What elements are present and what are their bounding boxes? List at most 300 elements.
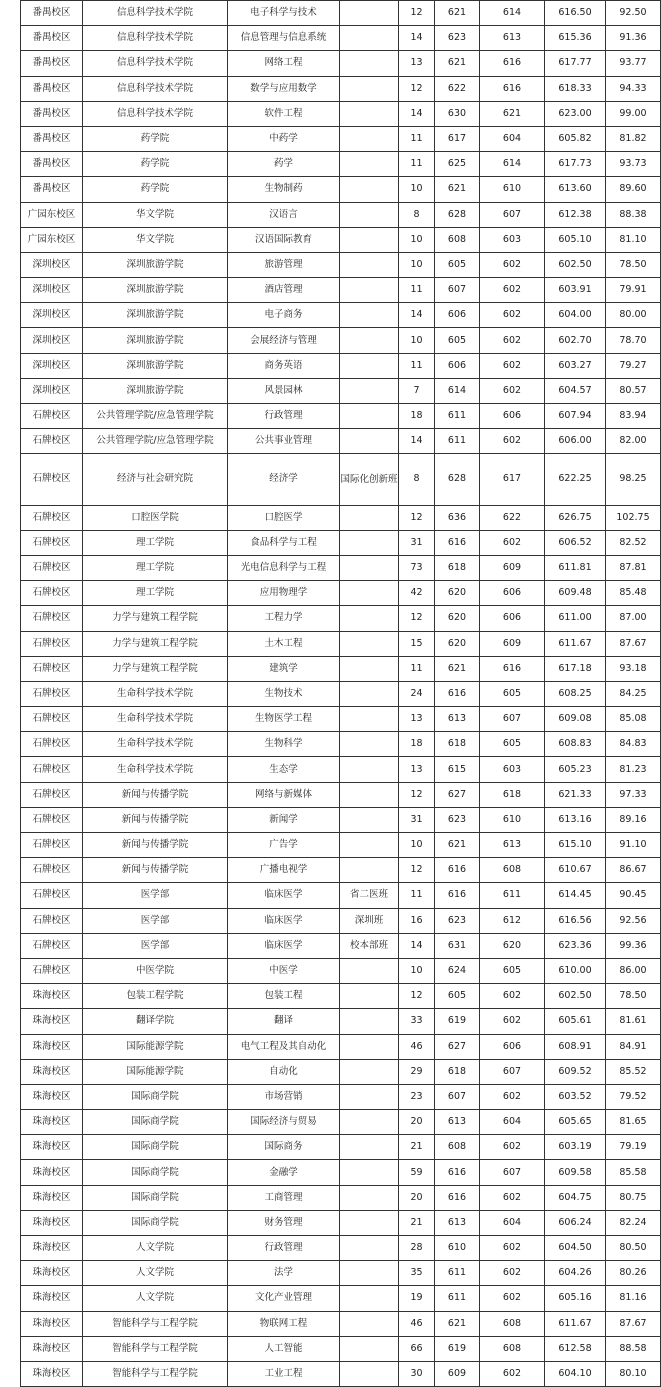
table-row <box>21 1084 661 1109</box>
table-row <box>21 757 661 782</box>
max-score-cell: 605 <box>435 252 480 277</box>
campus-cell: 深圳校区 <box>21 252 83 277</box>
score-diff-cell: 83.94 <box>606 404 661 429</box>
count-cell: 29 <box>399 1059 435 1084</box>
max-score-cell: 616 <box>435 858 480 883</box>
max-score-cell: 606 <box>435 353 480 378</box>
major-cell: 工商管理 <box>228 1185 340 1210</box>
major-cell: 文化产业管理 <box>228 1286 340 1311</box>
score-diff-cell: 92.50 <box>606 1 661 26</box>
count-cell: 35 <box>399 1261 435 1286</box>
avg-score-cell: 604.10 <box>545 1361 606 1386</box>
score-diff-cell: 80.00 <box>606 303 661 328</box>
max-score-cell: 607 <box>435 1084 480 1109</box>
max-score-cell: 611 <box>435 1286 480 1311</box>
college-cell: 理工学院 <box>83 555 228 580</box>
count-cell: 46 <box>399 1034 435 1059</box>
avg-score-cell: 617.77 <box>545 51 606 76</box>
college-cell: 新闻与传播学院 <box>83 782 228 807</box>
major-cell: 临床医学 <box>228 908 340 933</box>
count-cell: 12 <box>399 1 435 26</box>
score-diff-cell: 79.27 <box>606 353 661 378</box>
max-score-cell: 623 <box>435 807 480 832</box>
min-score-cell: 602 <box>480 1236 545 1261</box>
count-cell: 19 <box>399 1286 435 1311</box>
major-cell: 行政管理 <box>228 1236 340 1261</box>
min-score-cell: 609 <box>480 631 545 656</box>
major-cell: 财务管理 <box>228 1210 340 1235</box>
max-score-cell: 628 <box>435 454 480 505</box>
count-cell: 14 <box>399 933 435 958</box>
college-cell: 药学院 <box>83 177 228 202</box>
note-cell <box>340 1210 399 1235</box>
admission-score-table <box>20 0 661 1387</box>
note-cell <box>340 26 399 51</box>
college-cell: 新闻与传播学院 <box>83 833 228 858</box>
college-cell: 华文学院 <box>83 202 228 227</box>
note-cell <box>340 1084 399 1109</box>
avg-score-cell: 603.52 <box>545 1084 606 1109</box>
max-score-cell: 627 <box>435 782 480 807</box>
min-score-cell: 604 <box>480 1110 545 1135</box>
score-diff-cell: 85.08 <box>606 707 661 732</box>
table-row <box>21 252 661 277</box>
min-score-cell: 621 <box>480 101 545 126</box>
count-cell: 11 <box>399 353 435 378</box>
min-score-cell: 605 <box>480 681 545 706</box>
college-cell: 深圳旅游学院 <box>83 353 228 378</box>
table-row <box>21 1210 661 1235</box>
major-cell: 生物医学工程 <box>228 707 340 732</box>
note-cell <box>340 606 399 631</box>
max-score-cell: 605 <box>435 328 480 353</box>
table-row <box>21 1311 661 1336</box>
table-row <box>21 1135 661 1160</box>
campus-cell: 珠海校区 <box>21 1110 83 1135</box>
count-cell: 14 <box>399 303 435 328</box>
note-cell <box>340 1160 399 1185</box>
college-cell: 人文学院 <box>83 1286 228 1311</box>
score-diff-cell: 87.81 <box>606 555 661 580</box>
note-cell <box>340 1236 399 1261</box>
max-score-cell: 623 <box>435 26 480 51</box>
note-cell <box>340 126 399 151</box>
min-score-cell: 602 <box>480 1135 545 1160</box>
min-score-cell: 607 <box>480 707 545 732</box>
avg-score-cell: 611.67 <box>545 1311 606 1336</box>
max-score-cell: 621 <box>435 833 480 858</box>
note-cell <box>340 227 399 252</box>
min-score-cell: 605 <box>480 732 545 757</box>
min-score-cell: 610 <box>480 807 545 832</box>
score-diff-cell: 98.25 <box>606 454 661 505</box>
count-cell: 18 <box>399 404 435 429</box>
campus-cell: 珠海校区 <box>21 1034 83 1059</box>
college-cell: 力学与建筑工程学院 <box>83 606 228 631</box>
campus-cell: 珠海校区 <box>21 1311 83 1336</box>
avg-score-cell: 608.91 <box>545 1034 606 1059</box>
count-cell: 10 <box>399 328 435 353</box>
min-score-cell: 602 <box>480 378 545 403</box>
major-cell: 软件工程 <box>228 101 340 126</box>
major-cell: 人工智能 <box>228 1336 340 1361</box>
table-row <box>21 1286 661 1311</box>
campus-cell: 珠海校区 <box>21 1185 83 1210</box>
campus-cell: 石牌校区 <box>21 933 83 958</box>
score-diff-cell: 84.91 <box>606 1034 661 1059</box>
min-score-cell: 618 <box>480 782 545 807</box>
score-diff-cell: 85.58 <box>606 1160 661 1185</box>
college-cell: 力学与建筑工程学院 <box>83 631 228 656</box>
major-cell: 口腔医学 <box>228 505 340 530</box>
score-diff-cell: 82.00 <box>606 429 661 454</box>
score-diff-cell: 91.10 <box>606 833 661 858</box>
table-row <box>21 1261 661 1286</box>
campus-cell: 珠海校区 <box>21 1009 83 1034</box>
max-score-cell: 613 <box>435 1210 480 1235</box>
table-row <box>21 681 661 706</box>
max-score-cell: 619 <box>435 1336 480 1361</box>
min-score-cell: 613 <box>480 833 545 858</box>
campus-cell: 石牌校区 <box>21 883 83 908</box>
college-cell: 医学部 <box>83 933 228 958</box>
college-cell: 理工学院 <box>83 530 228 555</box>
major-cell: 土木工程 <box>228 631 340 656</box>
count-cell: 14 <box>399 429 435 454</box>
avg-score-cell: 609.52 <box>545 1059 606 1084</box>
note-cell <box>340 1135 399 1160</box>
avg-score-cell: 617.73 <box>545 152 606 177</box>
major-cell: 翻译 <box>228 1009 340 1034</box>
score-diff-cell: 102.75 <box>606 505 661 530</box>
max-score-cell: 616 <box>435 883 480 908</box>
table-row <box>21 707 661 732</box>
table-row <box>21 883 661 908</box>
table-row <box>21 1034 661 1059</box>
campus-cell: 石牌校区 <box>21 404 83 429</box>
note-cell <box>340 353 399 378</box>
table-row <box>21 1236 661 1261</box>
table-row <box>21 833 661 858</box>
min-score-cell: 611 <box>480 883 545 908</box>
score-diff-cell: 92.56 <box>606 908 661 933</box>
avg-score-cell: 618.33 <box>545 76 606 101</box>
score-diff-cell: 81.10 <box>606 227 661 252</box>
min-score-cell: 606 <box>480 606 545 631</box>
college-cell: 国际商学院 <box>83 1110 228 1135</box>
min-score-cell: 604 <box>480 1210 545 1235</box>
campus-cell: 珠海校区 <box>21 1160 83 1185</box>
note-cell <box>340 757 399 782</box>
note-cell: 深圳班 <box>340 908 399 933</box>
max-score-cell: 610 <box>435 1236 480 1261</box>
table-row <box>21 303 661 328</box>
score-diff-cell: 79.19 <box>606 1135 661 1160</box>
major-cell: 电子科学与技术 <box>228 1 340 26</box>
note-cell <box>340 1185 399 1210</box>
count-cell: 73 <box>399 555 435 580</box>
major-cell: 中药学 <box>228 126 340 151</box>
avg-score-cell: 608.83 <box>545 732 606 757</box>
max-score-cell: 615 <box>435 757 480 782</box>
min-score-cell: 602 <box>480 429 545 454</box>
major-cell: 物联网工程 <box>228 1311 340 1336</box>
campus-cell: 番禺校区 <box>21 152 83 177</box>
table-row <box>21 1059 661 1084</box>
note-cell <box>340 505 399 530</box>
score-diff-cell: 94.33 <box>606 76 661 101</box>
max-score-cell: 619 <box>435 1009 480 1034</box>
major-cell: 汉语国际教育 <box>228 227 340 252</box>
score-diff-cell: 88.58 <box>606 1336 661 1361</box>
campus-cell: 石牌校区 <box>21 707 83 732</box>
min-score-cell: 608 <box>480 1311 545 1336</box>
college-cell: 医学部 <box>83 908 228 933</box>
college-cell: 公共管理学院/应急管理学院 <box>83 404 228 429</box>
table-row <box>21 1361 661 1386</box>
min-score-cell: 602 <box>480 303 545 328</box>
table-row <box>21 227 661 252</box>
college-cell: 深圳旅游学院 <box>83 252 228 277</box>
min-score-cell: 610 <box>480 177 545 202</box>
major-cell: 自动化 <box>228 1059 340 1084</box>
min-score-cell: 606 <box>480 404 545 429</box>
note-cell: 校本部班 <box>340 933 399 958</box>
max-score-cell: 620 <box>435 631 480 656</box>
score-diff-cell: 80.57 <box>606 378 661 403</box>
score-diff-cell: 93.73 <box>606 152 661 177</box>
note-cell <box>340 958 399 983</box>
avg-score-cell: 604.26 <box>545 1261 606 1286</box>
avg-score-cell: 604.75 <box>545 1185 606 1210</box>
avg-score-cell: 609.58 <box>545 1160 606 1185</box>
major-cell: 生态学 <box>228 757 340 782</box>
table-row <box>21 126 661 151</box>
score-diff-cell: 91.36 <box>606 26 661 51</box>
note-cell <box>340 1336 399 1361</box>
avg-score-cell: 613.16 <box>545 807 606 832</box>
table-row <box>21 606 661 631</box>
campus-cell: 石牌校区 <box>21 429 83 454</box>
major-cell: 经济学 <box>228 454 340 505</box>
score-diff-cell: 87.00 <box>606 606 661 631</box>
campus-cell: 广园东校区 <box>21 202 83 227</box>
college-cell: 经济与社会研究院 <box>83 454 228 505</box>
table-row <box>21 1160 661 1185</box>
campus-cell: 珠海校区 <box>21 1059 83 1084</box>
avg-score-cell: 616.50 <box>545 1 606 26</box>
major-cell: 会展经济与管理 <box>228 328 340 353</box>
count-cell: 10 <box>399 177 435 202</box>
avg-score-cell: 604.00 <box>545 303 606 328</box>
score-diff-cell: 86.00 <box>606 958 661 983</box>
note-cell <box>340 707 399 732</box>
max-score-cell: 611 <box>435 429 480 454</box>
count-cell: 11 <box>399 278 435 303</box>
college-cell: 深圳旅游学院 <box>83 303 228 328</box>
max-score-cell: 621 <box>435 1311 480 1336</box>
note-cell <box>340 303 399 328</box>
avg-score-cell: 614.45 <box>545 883 606 908</box>
major-cell: 旅游管理 <box>228 252 340 277</box>
college-cell: 包装工程学院 <box>83 984 228 1009</box>
campus-cell: 番禺校区 <box>21 177 83 202</box>
major-cell: 药学 <box>228 152 340 177</box>
campus-cell: 石牌校区 <box>21 958 83 983</box>
count-cell: 12 <box>399 782 435 807</box>
table-row <box>21 505 661 530</box>
avg-score-cell: 605.61 <box>545 1009 606 1034</box>
avg-score-cell: 607.94 <box>545 404 606 429</box>
min-score-cell: 612 <box>480 908 545 933</box>
min-score-cell: 602 <box>480 530 545 555</box>
major-cell: 光电信息科学与工程 <box>228 555 340 580</box>
note-cell <box>340 51 399 76</box>
table-row <box>21 328 661 353</box>
min-score-cell: 602 <box>480 278 545 303</box>
count-cell: 31 <box>399 530 435 555</box>
avg-score-cell: 616.56 <box>545 908 606 933</box>
score-diff-cell: 87.67 <box>606 631 661 656</box>
campus-cell: 番禺校区 <box>21 26 83 51</box>
count-cell: 16 <box>399 908 435 933</box>
score-diff-cell: 79.91 <box>606 278 661 303</box>
table-row <box>21 908 661 933</box>
min-score-cell: 603 <box>480 757 545 782</box>
avg-score-cell: 626.75 <box>545 505 606 530</box>
max-score-cell: 623 <box>435 908 480 933</box>
major-cell: 生物科学 <box>228 732 340 757</box>
note-cell <box>340 858 399 883</box>
count-cell: 11 <box>399 126 435 151</box>
min-score-cell: 616 <box>480 656 545 681</box>
min-score-cell: 608 <box>480 1336 545 1361</box>
avg-score-cell: 613.60 <box>545 177 606 202</box>
avg-score-cell: 603.91 <box>545 278 606 303</box>
avg-score-cell: 623.36 <box>545 933 606 958</box>
note-cell <box>340 581 399 606</box>
note-cell <box>340 530 399 555</box>
score-diff-cell: 99.36 <box>606 933 661 958</box>
major-cell: 金融学 <box>228 1160 340 1185</box>
table-row <box>21 807 661 832</box>
max-score-cell: 606 <box>435 303 480 328</box>
note-cell <box>340 202 399 227</box>
campus-cell: 石牌校区 <box>21 732 83 757</box>
score-diff-cell: 84.83 <box>606 732 661 757</box>
table-row <box>21 152 661 177</box>
major-cell: 汉语言 <box>228 202 340 227</box>
min-score-cell: 602 <box>480 328 545 353</box>
campus-cell: 珠海校区 <box>21 1236 83 1261</box>
min-score-cell: 607 <box>480 1160 545 1185</box>
score-diff-cell: 90.45 <box>606 883 661 908</box>
score-diff-cell: 80.10 <box>606 1361 661 1386</box>
count-cell: 8 <box>399 454 435 505</box>
note-cell <box>340 429 399 454</box>
campus-cell: 石牌校区 <box>21 581 83 606</box>
max-score-cell: 618 <box>435 1059 480 1084</box>
college-cell: 信息科学技术学院 <box>83 1 228 26</box>
campus-cell: 石牌校区 <box>21 807 83 832</box>
college-cell: 智能科学与工程学院 <box>83 1336 228 1361</box>
max-score-cell: 620 <box>435 606 480 631</box>
table-row <box>21 51 661 76</box>
college-cell: 生命科学技术学院 <box>83 707 228 732</box>
max-score-cell: 625 <box>435 152 480 177</box>
avg-score-cell: 602.50 <box>545 984 606 1009</box>
avg-score-cell: 604.57 <box>545 378 606 403</box>
avg-score-cell: 605.82 <box>545 126 606 151</box>
count-cell: 11 <box>399 152 435 177</box>
count-cell: 59 <box>399 1160 435 1185</box>
avg-score-cell: 605.16 <box>545 1286 606 1311</box>
score-diff-cell: 80.26 <box>606 1261 661 1286</box>
min-score-cell: 614 <box>480 152 545 177</box>
college-cell: 深圳旅游学院 <box>83 278 228 303</box>
note-cell <box>340 1110 399 1135</box>
avg-score-cell: 605.65 <box>545 1110 606 1135</box>
campus-cell: 石牌校区 <box>21 505 83 530</box>
min-score-cell: 622 <box>480 505 545 530</box>
max-score-cell: 630 <box>435 101 480 126</box>
college-cell: 华文学院 <box>83 227 228 252</box>
avg-score-cell: 606.52 <box>545 530 606 555</box>
count-cell: 21 <box>399 1210 435 1235</box>
min-score-cell: 613 <box>480 26 545 51</box>
college-cell: 药学院 <box>83 152 228 177</box>
campus-cell: 石牌校区 <box>21 681 83 706</box>
max-score-cell: 616 <box>435 681 480 706</box>
table-row <box>21 101 661 126</box>
avg-score-cell: 604.50 <box>545 1236 606 1261</box>
avg-score-cell: 602.70 <box>545 328 606 353</box>
college-cell: 新闻与传播学院 <box>83 807 228 832</box>
min-score-cell: 604 <box>480 126 545 151</box>
count-cell: 12 <box>399 858 435 883</box>
count-cell: 18 <box>399 732 435 757</box>
table-row <box>21 454 661 505</box>
table-row <box>21 530 661 555</box>
college-cell: 深圳旅游学院 <box>83 328 228 353</box>
score-diff-cell: 78.70 <box>606 328 661 353</box>
count-cell: 30 <box>399 1361 435 1386</box>
major-cell: 法学 <box>228 1261 340 1286</box>
count-cell: 12 <box>399 76 435 101</box>
table-row <box>21 933 661 958</box>
note-cell <box>340 1 399 26</box>
college-cell: 人文学院 <box>83 1236 228 1261</box>
table-row <box>21 278 661 303</box>
max-score-cell: 616 <box>435 1185 480 1210</box>
note-cell <box>340 404 399 429</box>
note-cell <box>340 101 399 126</box>
avg-score-cell: 606.24 <box>545 1210 606 1235</box>
college-cell: 国际商学院 <box>83 1084 228 1109</box>
campus-cell: 番禺校区 <box>21 76 83 101</box>
avg-score-cell: 623.00 <box>545 101 606 126</box>
major-cell: 电气工程及其自动化 <box>228 1034 340 1059</box>
note-cell <box>340 984 399 1009</box>
max-score-cell: 607 <box>435 278 480 303</box>
count-cell: 28 <box>399 1236 435 1261</box>
note-cell <box>340 631 399 656</box>
count-cell: 12 <box>399 984 435 1009</box>
campus-cell: 石牌校区 <box>21 833 83 858</box>
score-diff-cell: 78.50 <box>606 252 661 277</box>
note-cell <box>340 152 399 177</box>
college-cell: 国际商学院 <box>83 1135 228 1160</box>
